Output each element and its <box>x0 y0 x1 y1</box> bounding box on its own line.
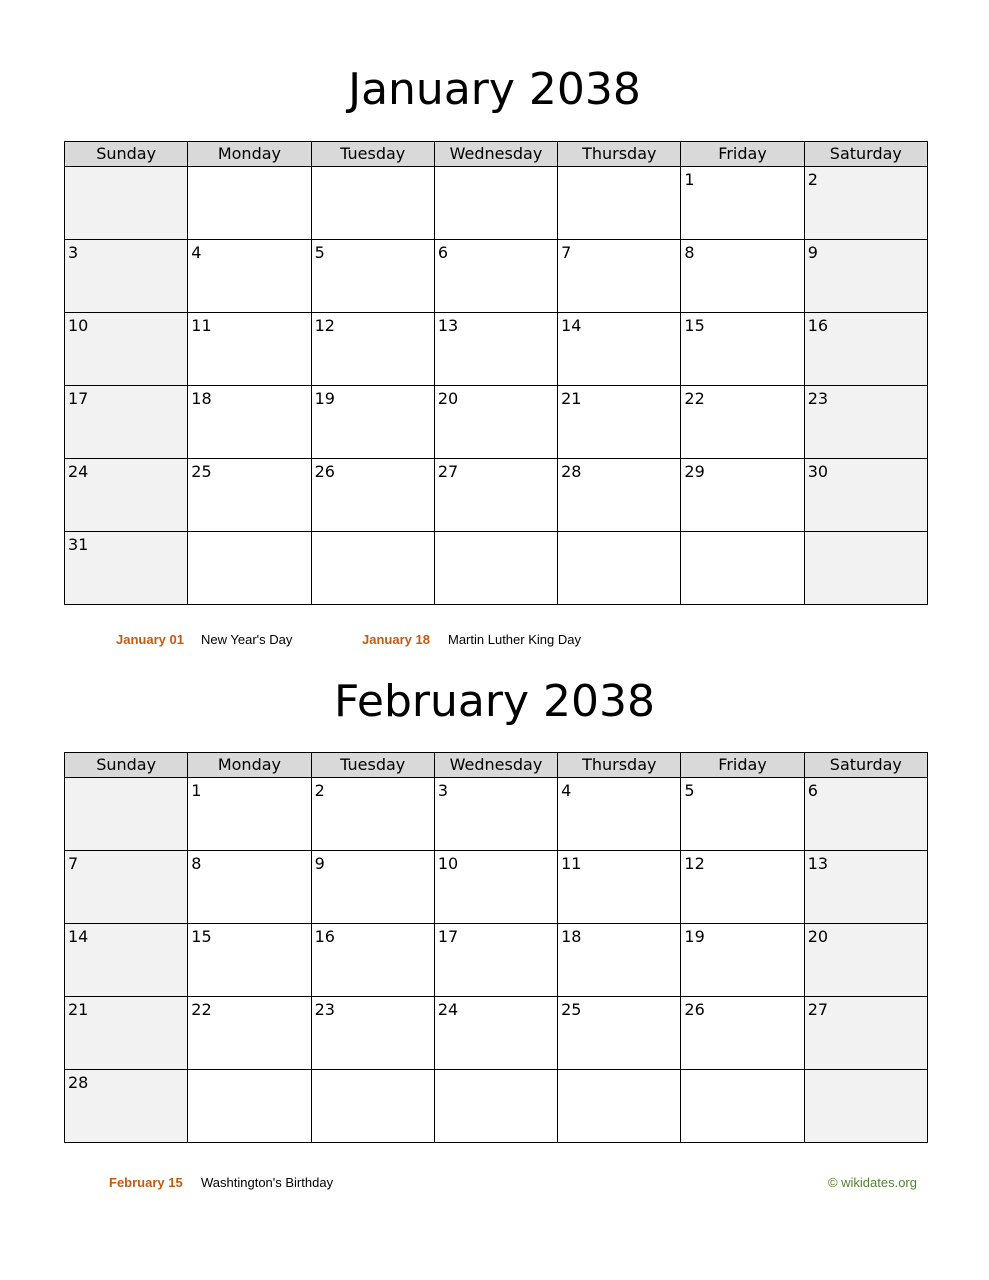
day-number: 21 <box>68 1000 89 1019</box>
calendar-grid-january <box>64 141 928 605</box>
day-number: 23 <box>807 389 829 408</box>
day-number <box>435 1070 557 1074</box>
day-cell <box>681 997 804 1070</box>
day-cell <box>681 240 804 313</box>
day-cell <box>434 924 557 997</box>
day-cell <box>434 1070 557 1143</box>
day-number: 2 <box>807 170 818 189</box>
day-number: 22 <box>191 1000 212 1019</box>
day-cell <box>311 459 434 532</box>
day-cell <box>681 167 804 240</box>
weekday-header-friday: Friday <box>681 142 804 167</box>
day-number <box>805 1070 927 1074</box>
day-cell <box>188 386 311 459</box>
day-cell <box>681 313 804 386</box>
day-number <box>435 532 557 536</box>
day-cell <box>188 167 311 240</box>
day-number <box>681 532 803 536</box>
day-number: 1 <box>684 170 695 189</box>
day-cell <box>311 532 434 605</box>
weekday-header-friday: Friday <box>681 753 804 778</box>
holiday-name: New Year's Day <box>201 632 293 647</box>
day-cell <box>804 924 927 997</box>
day-number: 24 <box>437 1000 459 1019</box>
day-number <box>435 167 557 171</box>
day-number <box>188 532 310 536</box>
day-cell <box>804 778 927 851</box>
weekday-header-row <box>65 753 928 778</box>
weekday-header-tuesday: Tuesday <box>311 142 434 167</box>
day-cell <box>311 313 434 386</box>
day-cell <box>558 240 681 313</box>
day-cell <box>804 851 927 924</box>
day-cell <box>65 240 188 313</box>
day-number: 9 <box>314 854 325 873</box>
day-number: 3 <box>68 243 79 262</box>
day-number <box>188 1070 310 1074</box>
day-number: 17 <box>68 389 89 408</box>
week-row <box>65 778 928 851</box>
day-cell <box>311 924 434 997</box>
day-cell <box>311 167 434 240</box>
day-number: 20 <box>437 389 459 408</box>
weekday-header-sunday: Sunday <box>65 753 188 778</box>
day-cell <box>188 997 311 1070</box>
weekday-header-thursday: Thursday <box>558 142 681 167</box>
day-cell <box>65 167 188 240</box>
day-number <box>312 532 434 536</box>
day-cell <box>188 459 311 532</box>
day-cell <box>188 532 311 605</box>
day-number: 25 <box>561 1000 582 1019</box>
day-cell <box>681 386 804 459</box>
day-cell <box>804 997 927 1070</box>
day-number <box>65 167 187 171</box>
day-cell <box>804 386 927 459</box>
day-cell <box>188 851 311 924</box>
day-number <box>805 532 927 536</box>
day-number: 27 <box>807 1000 829 1019</box>
day-number <box>312 1070 434 1074</box>
week-row <box>65 851 928 924</box>
day-cell <box>65 851 188 924</box>
day-cell <box>681 1070 804 1143</box>
day-cell <box>804 167 927 240</box>
day-number: 10 <box>437 854 459 873</box>
day-cell <box>434 240 557 313</box>
week-row <box>65 1070 928 1143</box>
day-cell <box>434 532 557 605</box>
day-cell <box>558 1070 681 1143</box>
day-number <box>558 167 680 171</box>
day-cell <box>804 313 927 386</box>
day-cell <box>311 778 434 851</box>
day-number <box>312 167 434 171</box>
day-number: 28 <box>561 462 582 481</box>
weekday-header-saturday: Saturday <box>804 753 927 778</box>
day-cell <box>558 386 681 459</box>
weekday-header-monday: Monday <box>188 753 311 778</box>
day-cell <box>804 532 927 605</box>
day-cell <box>434 778 557 851</box>
day-number: 8 <box>191 854 202 873</box>
day-cell <box>558 167 681 240</box>
weekday-header-tuesday: Tuesday <box>311 753 434 778</box>
day-cell <box>558 313 681 386</box>
day-number: 17 <box>437 927 459 946</box>
day-number: 27 <box>437 462 459 481</box>
day-cell <box>558 997 681 1070</box>
day-cell <box>558 778 681 851</box>
holiday-date: January 18 <box>362 632 430 647</box>
day-number: 9 <box>807 243 818 262</box>
day-cell <box>681 532 804 605</box>
day-cell <box>681 924 804 997</box>
day-number: 15 <box>191 927 212 946</box>
holiday-name: Washtington's Birthday <box>201 1175 334 1190</box>
day-cell <box>65 386 188 459</box>
week-row <box>65 924 928 997</box>
day-number: 12 <box>314 316 335 335</box>
day-number <box>558 532 680 536</box>
day-cell <box>188 778 311 851</box>
day-cell <box>681 459 804 532</box>
day-cell <box>188 924 311 997</box>
day-number: 23 <box>314 1000 335 1019</box>
day-number: 22 <box>684 389 705 408</box>
day-number: 3 <box>437 781 449 800</box>
day-cell <box>434 167 557 240</box>
day-cell <box>188 313 311 386</box>
day-cell <box>558 459 681 532</box>
day-number: 15 <box>684 316 705 335</box>
day-number: 26 <box>684 1000 705 1019</box>
day-cell <box>311 1070 434 1143</box>
day-number: 1 <box>191 781 202 800</box>
day-cell <box>558 924 681 997</box>
holiday-date: January 01 <box>116 632 184 647</box>
day-cell <box>311 851 434 924</box>
day-number: 21 <box>561 389 582 408</box>
day-number: 19 <box>684 927 705 946</box>
day-number: 11 <box>191 316 212 335</box>
week-row <box>65 386 928 459</box>
day-cell <box>311 997 434 1070</box>
day-number: 4 <box>191 243 202 262</box>
day-cell <box>65 459 188 532</box>
day-cell <box>65 997 188 1070</box>
day-number: 7 <box>561 243 572 262</box>
week-row <box>65 240 928 313</box>
day-number: 4 <box>561 781 572 800</box>
day-number: 13 <box>437 316 459 335</box>
day-cell <box>188 240 311 313</box>
day-number: 31 <box>68 535 89 554</box>
day-cell <box>434 851 557 924</box>
weekday-header-row <box>65 142 928 167</box>
credit-link[interactable]: © wikidates.org <box>827 1175 917 1190</box>
day-number: 14 <box>68 927 89 946</box>
day-number: 29 <box>684 462 705 481</box>
day-number <box>558 1070 680 1074</box>
weekday-header-thursday: Thursday <box>558 753 681 778</box>
weekday-header-wednesday: Wednesday <box>434 753 557 778</box>
day-cell <box>558 532 681 605</box>
day-number: 12 <box>684 854 705 873</box>
day-number: 6 <box>437 243 449 262</box>
day-cell <box>804 459 927 532</box>
day-number: 8 <box>684 243 695 262</box>
day-number: 2 <box>314 781 325 800</box>
day-number: 5 <box>684 781 695 800</box>
calendar-grid-february <box>64 752 928 1143</box>
day-cell <box>434 459 557 532</box>
holiday-date: February 15 <box>109 1175 183 1190</box>
day-number: 18 <box>561 927 582 946</box>
day-number <box>188 167 310 171</box>
week-row <box>65 459 928 532</box>
day-number: 5 <box>314 243 325 262</box>
weekday-header-monday: Monday <box>188 142 311 167</box>
day-number: 11 <box>561 854 582 873</box>
day-number: 7 <box>68 854 79 873</box>
day-cell <box>311 386 434 459</box>
day-number: 16 <box>807 316 829 335</box>
day-number: 6 <box>807 781 818 800</box>
day-cell <box>434 313 557 386</box>
holiday-name: Martin Luther King Day <box>448 632 581 647</box>
day-number: 14 <box>561 316 582 335</box>
month-title-january: January 2038 <box>348 64 641 115</box>
day-number <box>681 1070 803 1074</box>
day-cell <box>188 1070 311 1143</box>
day-number: 13 <box>807 854 829 873</box>
day-number: 18 <box>191 389 212 408</box>
week-row <box>65 532 928 605</box>
day-cell <box>65 313 188 386</box>
day-cell <box>558 851 681 924</box>
day-number: 19 <box>314 389 335 408</box>
day-cell <box>804 240 927 313</box>
day-cell <box>434 997 557 1070</box>
day-cell <box>65 532 188 605</box>
day-cell <box>681 851 804 924</box>
day-cell <box>681 778 804 851</box>
day-number: 24 <box>68 462 89 481</box>
day-cell <box>804 1070 927 1143</box>
week-row <box>65 167 928 240</box>
day-cell <box>65 924 188 997</box>
month-title-february: February 2038 <box>334 676 655 727</box>
day-number: 25 <box>191 462 212 481</box>
day-number: 28 <box>68 1073 89 1092</box>
day-number: 16 <box>314 927 335 946</box>
day-number: 26 <box>314 462 335 481</box>
day-number <box>65 778 187 782</box>
day-cell <box>311 240 434 313</box>
day-cell <box>65 1070 188 1143</box>
day-number: 30 <box>807 462 829 481</box>
weekday-header-wednesday: Wednesday <box>434 142 557 167</box>
week-row <box>65 313 928 386</box>
day-cell <box>65 778 188 851</box>
day-number: 20 <box>807 927 829 946</box>
week-row <box>65 997 928 1070</box>
day-cell <box>434 386 557 459</box>
weekday-header-sunday: Sunday <box>65 142 188 167</box>
day-number: 10 <box>68 316 89 335</box>
weekday-header-saturday: Saturday <box>804 142 927 167</box>
